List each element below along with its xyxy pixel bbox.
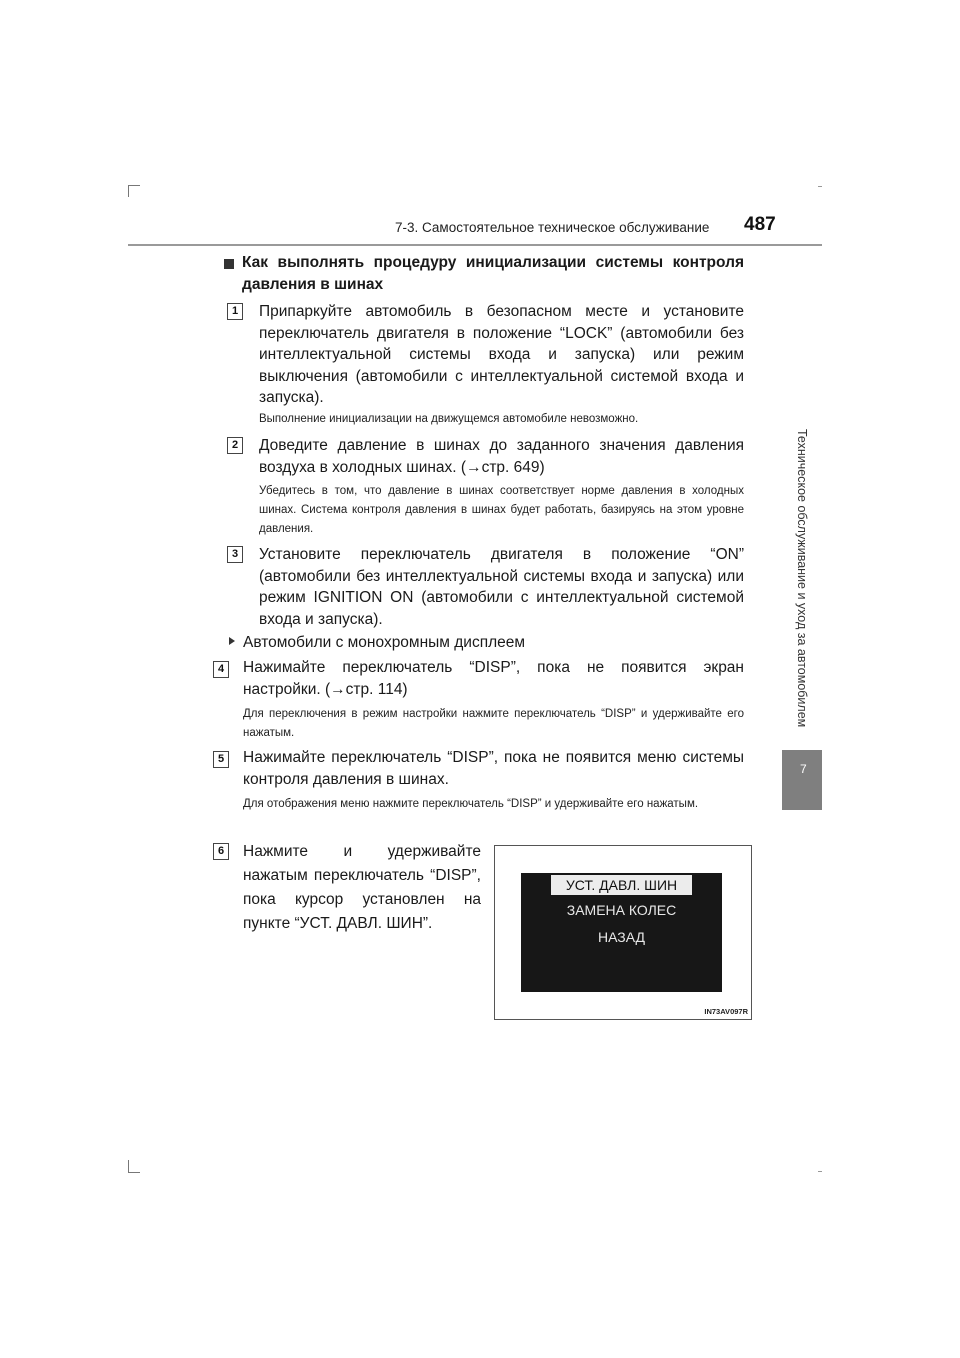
step-2-note: Убедитесь в том, что давление в шинах соответствует норме давления в холодных шинах. Система контроля давления в шинах будет работать, базируясь на этом уровне давления. (259, 485, 744, 535)
menu-item-wheel-change: ЗАМЕНА КОЛЕС (566, 902, 677, 918)
crop-mark-bottom-right (818, 1171, 822, 1172)
step-4-note: Для переключения в режим настройки нажмите переключатель “DISP” и удерживайте его нажатым. (243, 708, 744, 739)
heading-square-icon (224, 259, 234, 269)
step-1-text: Припаркуйте автомобиль в безопасном месте и установите переключатель двигателя в положение “LOCK” (автомобили без интеллектуальной системы входа и запуска) или режим выключения (автомобили с интеллектуальной системой входа и запуска). (259, 303, 744, 406)
multi-info-display-screen (521, 873, 722, 992)
step-number-2: 2 (227, 437, 243, 454)
subheading-monochrome-display: Автомобили с монохромным дисплеем (243, 634, 526, 651)
chapter-tab (782, 750, 822, 810)
step-3-text: Установите переключатель двигателя в положение “ON” (автомобили без интеллектуальной системы входа и запуска) или режим IGNITION ON (автомобили с интеллектуальной системой входа и запуска). (259, 546, 744, 628)
side-chapter-title (782, 420, 822, 736)
crop-mark-top-right (818, 186, 822, 187)
step-number-4: 4 (213, 661, 229, 678)
step-1-note: Выполнение инициализации на движущемся автомобиле невозможно. (259, 413, 639, 425)
step-4-text: Нажимайте переключатель “DISP”, пока не появится экран настройки. (→стр. 114) (243, 659, 744, 698)
step-2-text: Доведите давление в шинах до заданного значения давления воздуха в холодных шинах. (→стр. 649) (259, 437, 744, 476)
crop-mark-bottom-left-v (128, 1160, 129, 1172)
step-number-1: 1 (227, 303, 243, 320)
step-number-3: 3 (227, 546, 243, 563)
crop-mark-top-left-v (128, 185, 129, 197)
subheading-triangle-icon (229, 637, 235, 645)
page-number: 487 (744, 214, 776, 235)
chapter-tab-number: 7 (800, 762, 807, 776)
step-6-text: Нажмите и удерживайте нажатым переключатель “DISP”, пока курсор установлен на пункте “УСТ. ДАВЛ. ШИН”. (243, 843, 481, 932)
step-number-6: 6 (213, 843, 229, 860)
step-number-5: 5 (213, 751, 229, 768)
crop-mark-bottom-left-h (128, 1172, 140, 1173)
figure-code: IN73AV097R (704, 1007, 748, 1016)
running-header-section: 7-3. Самостоятельное техническое обслуживание (395, 220, 710, 235)
step-5-note: Для отображения меню нажмите переключатель “DISP” и удерживайте его нажатым. (243, 798, 699, 810)
side-chapter-title-text: Техническое обслуживание и уход за автомобилем (795, 428, 809, 728)
menu-item-selected-tire-pressure-set: УСТ. ДАВЛ. ШИН (551, 875, 692, 895)
header-rule (128, 244, 822, 246)
step-5-text: Нажимайте переключатель “DISP”, пока не появится меню системы контроля давления в шинах. (243, 749, 744, 788)
crop-mark-top-left-h (128, 185, 140, 186)
display-figure (494, 845, 752, 1020)
menu-item-back: НАЗАД (597, 929, 646, 945)
section-heading: Как выполнять процедуру инициализации системы контроля давления в шинах (242, 254, 744, 293)
